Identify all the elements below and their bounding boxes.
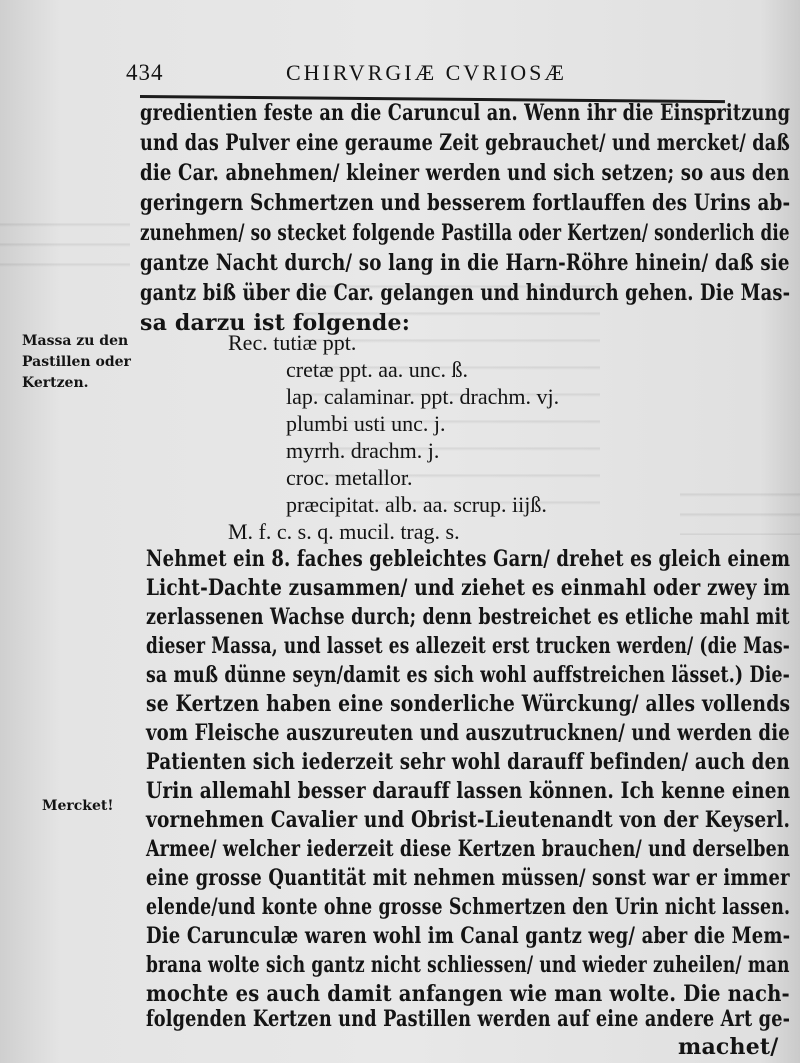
- recipe-line: myrrh. drachm. j.: [286, 438, 440, 463]
- text-line: Armee/ welcher iederzeit diese Kertzen brauchen/ und derselben: [146, 836, 790, 862]
- text-line: zunehmen/ so stecket folgende Pastilla oder Kertzen/ sonderlich die: [140, 220, 790, 246]
- recipe-line: cretæ ppt. aa. unc. ß.: [286, 357, 469, 382]
- text-line: und das Pulver eine geraume Zeit gebrauchet/ und mercket/ daß: [140, 130, 790, 156]
- text-line: machet/: [678, 1034, 779, 1060]
- text-line: Urin allemahl besser darauff lassen können. Ich kenne einen: [146, 778, 791, 804]
- text-line: eine grosse Quantität mit nehmen müssen/ sonst war er immer: [146, 865, 790, 891]
- text-line: Die Carunculæ waren wohl im Canal gantz weg/ aber die Mem-: [146, 923, 791, 949]
- text-line: Licht-Dachte zusammen/ und ziehet es einmahl oder zwey im: [146, 575, 791, 601]
- recipe-line: M. f. c. s. q. mucil. trag. s.: [228, 519, 460, 544]
- recipe-line: præcipitat. alb. aa. scrup. iijß.: [286, 492, 547, 517]
- text-line: folgenden Kertzen und Pastillen werden auf eine andere Art ge-: [146, 1006, 791, 1032]
- text-line: dieser Massa, und lasset es allezeit erst trucken werden/ (die Mas-: [146, 633, 790, 659]
- text-line: elende/und konte ohne grosse Schmertzen den Urin nicht lassen.: [146, 894, 791, 920]
- recipe-line: Rec. tutiæ ppt.: [228, 330, 357, 355]
- show-through-shade: [680, 485, 800, 535]
- recipe-line: plumbi usti unc. j.: [286, 411, 446, 436]
- page-number: 434: [126, 60, 164, 85]
- show-through-shade: [0, 215, 130, 275]
- recipe-line: croc. metallor.: [286, 465, 413, 490]
- text-line: gantze Nacht durch/ so lang in die Harn-Röhre hinein/ daß sie: [140, 250, 790, 276]
- margin-note: Massa zu den: [22, 333, 129, 349]
- margin-note: Pastillen oder: [22, 354, 131, 370]
- text-line: sa darzu ist folgende:: [140, 310, 411, 336]
- text-line: gredientien feste an die Caruncul an. Wenn ihr die Einspritzung: [140, 100, 791, 126]
- recipe-line: lap. calaminar. ppt. drachm. vj.: [286, 384, 560, 409]
- text-line: se Kertzen haben eine sonderliche Würckung/ alles vollends: [146, 691, 791, 717]
- text-line: Patienten sich iederzeit sehr wohl darauff befinden/ auch den: [146, 749, 790, 775]
- text-line: zerlassenen Wachse durch; denn bestreichet es etliche mahl mit: [146, 604, 790, 630]
- margin-note: Kertzen.: [22, 375, 89, 391]
- text-line: vom Fleische auszureuten und auszutrucknen/ und werden die: [146, 720, 790, 746]
- page-header: [126, 60, 726, 90]
- text-line: Nehmet ein 8. faches gebleichtes Garn/ drehet es gleich einem: [146, 546, 791, 572]
- text-line: geringern Schmertzen und besserem fortlauffen des Urins ab-: [140, 190, 791, 216]
- text-line: gantz biß über die Car. gelangen und hindurch gehen. Die Mas-: [140, 280, 791, 306]
- text-line: mochte es auch damit anfangen wie man wolte. Die nach-: [146, 981, 790, 1007]
- text-line: die Car. abnehmen/ kleiner werden und sich setzen; so aus den: [140, 160, 790, 186]
- text-line: vornehmen Cavalier und Obrist-Lieutenandt von der Keyserl.: [146, 807, 791, 833]
- running-title: CHIRVRGIÆ CVRIOSÆ: [286, 60, 567, 85]
- text-line: brana wolte sich gantz nicht schliessen/ und wieder zuheilen/ man: [146, 952, 790, 978]
- margin-note: Mercket!: [42, 798, 114, 814]
- text-line: sa muß dünne seyn/damit es sich wohl auffstreichen lässet.) Die-: [146, 662, 791, 688]
